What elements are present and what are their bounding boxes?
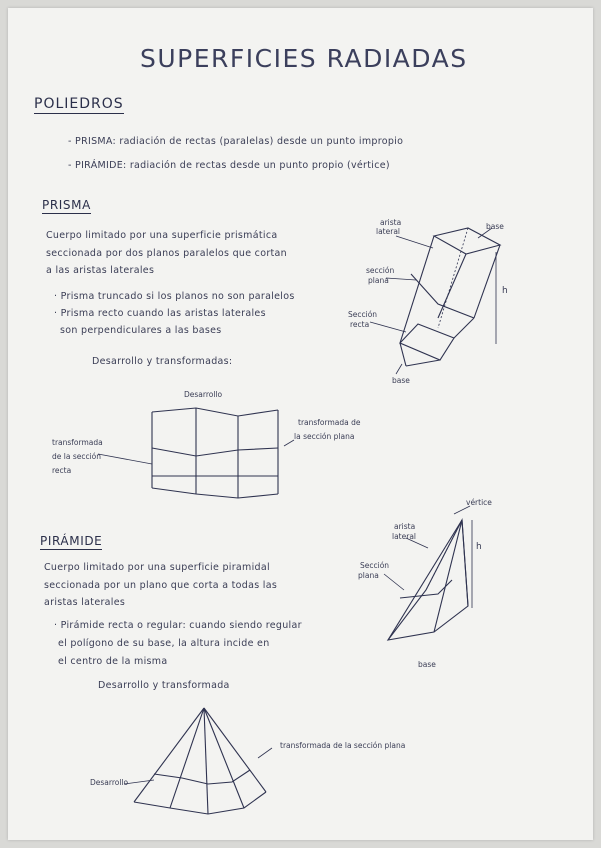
pyramid-label-seccion: Sección <box>360 561 390 570</box>
prism-development <box>98 408 294 498</box>
prism-label-base-top: base <box>486 222 504 231</box>
prisma-heading: PRISMA <box>42 198 91 212</box>
pyramid-label-arista: arista <box>394 522 416 531</box>
poliedros-item-prisma: - PRISMA: radiación de rectas (paralelas) desde un punto impropio <box>68 136 404 147</box>
piramide-desarrollo-line: Desarrollo y transformada <box>98 680 230 691</box>
poliedros-heading: POLIEDROS <box>34 96 124 112</box>
pyramid-dev-label-transformada: transformada de la sección plana <box>280 741 406 750</box>
prism-dev-label-transformada-plana: la sección plana <box>294 432 355 441</box>
prism-label-seccion-recta: Sección <box>348 310 378 319</box>
pyramid-label-h: h <box>476 542 482 552</box>
pyramid-label-base: base <box>418 660 436 669</box>
prisma-desarrollo-line: Desarrollo y transformadas: <box>92 356 233 367</box>
pyramid-development <box>124 708 272 814</box>
prisma-text-line: seccionada por dos planos paralelos que cortan <box>46 248 287 259</box>
prism-dev-label-transformada-plana: transformada de <box>298 418 361 427</box>
prism-label-plana: plana <box>368 276 389 285</box>
prism-figure <box>370 228 500 374</box>
prisma-bullet: · Prisma truncado si los planos no son paralelos <box>54 291 295 302</box>
prism-dev-label-desarrollo: Desarrollo <box>184 390 223 399</box>
piramide-text-line: seccionada por un plano que corta a todas las <box>44 580 278 591</box>
prism-label-arista: arista <box>380 218 402 227</box>
pyramid-figure <box>384 506 472 640</box>
prism-label-recta: recta <box>350 320 370 329</box>
prism-label-lateral: lateral <box>376 227 400 236</box>
pyramid-dev-label-desarrollo: Desarrollo <box>90 778 129 787</box>
prism-dev-label-transformada-recta: recta <box>52 466 72 475</box>
prism-dev-label-transformada-recta: de la sección <box>52 452 102 461</box>
prism-label-seccion: sección <box>366 266 395 275</box>
pyramid-label-vertice: vértice <box>466 498 492 507</box>
piramide-text-line: Cuerpo limitado por una superficie piramidal <box>44 562 270 573</box>
pyramid-label-lateral: lateral <box>392 532 416 541</box>
pyramid-label-plana: plana <box>358 571 379 580</box>
prism-label-base-bottom: base <box>392 376 410 385</box>
poliedros-item-piramide: - PIRÁMIDE: radiación de rectas desde un punto propio (vértice) <box>68 160 390 171</box>
sketch-drawings <box>8 8 593 840</box>
prism-label-h: h <box>502 286 508 296</box>
page-title: SUPERFICIES RADIADAS <box>140 44 468 73</box>
prisma-bullet: son perpendiculares a las bases <box>60 325 222 336</box>
piramide-heading: PIRÁMIDE <box>40 534 103 548</box>
piramide-bullet: · Pirámide recta o regular: cuando siendo regular <box>54 620 302 631</box>
prisma-bullet: · Prisma recto cuando las aristas laterales <box>54 308 266 319</box>
prism-dev-label-transformada-recta: transformada <box>52 438 103 447</box>
notebook-page <box>8 8 593 840</box>
piramide-text-line: aristas laterales <box>44 597 126 608</box>
prisma-text-line: a las aristas laterales <box>46 265 155 276</box>
piramide-bullet: el centro de la misma <box>58 656 168 667</box>
prisma-text-line: Cuerpo limitado por una superficie prismática <box>46 230 278 241</box>
piramide-bullet: el polígono de su base, la altura incide en <box>58 638 270 649</box>
